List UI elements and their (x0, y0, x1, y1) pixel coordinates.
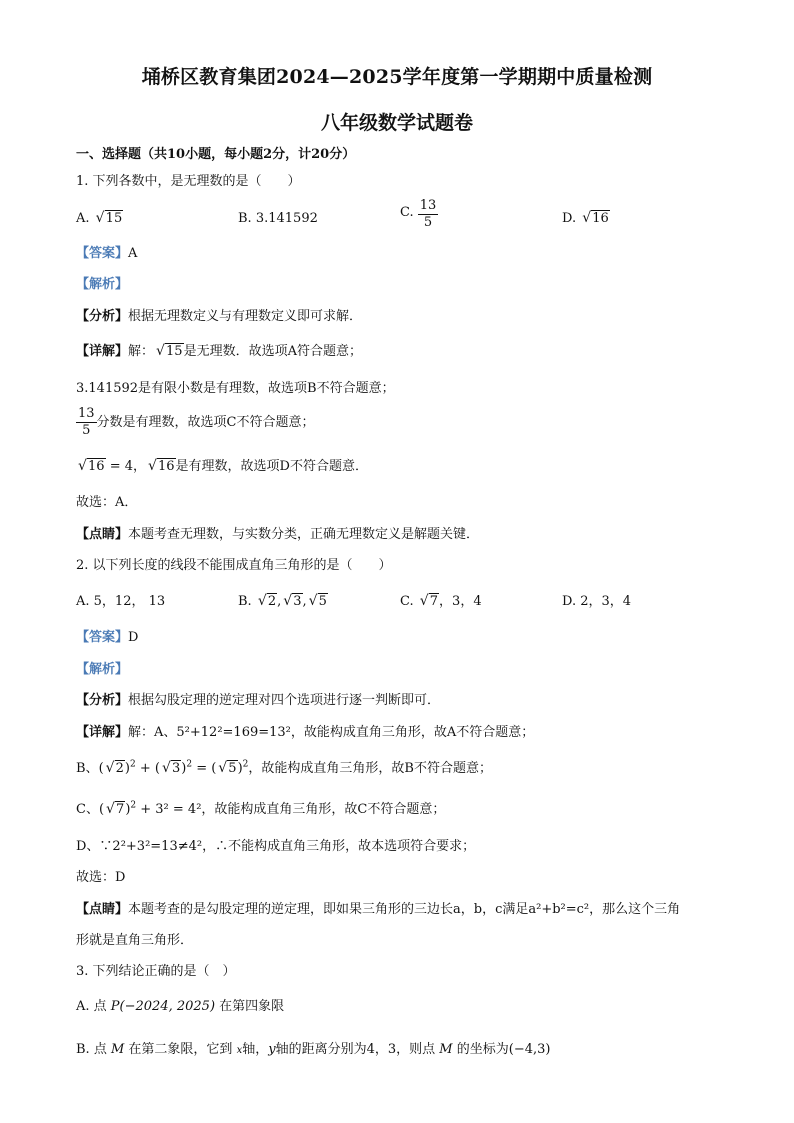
q1-detail-line3: $\frac{13}{5}$ 分数是有理数，故选项C不符合题意； (78, 406, 315, 438)
q3-option-b: B. 点 M 在第二象限，它到 x轴，y轴的距离分别为4，3，则点 M 的坐标为(−4,3) (76, 1042, 551, 1057)
q1-answer: 【答案】A (76, 246, 138, 261)
q2-comment-cont: 形就是直角三角形． (76, 933, 194, 948)
q1-comment: 【点睛】本题考查无理数，与实数分类，正确无理数定义是解题关键． (76, 527, 480, 542)
q2-detail-a: 【详解】解：A、5²+12²=169=13²，故能构成直角三角形，故A不符合题意； (76, 725, 535, 740)
q1-fenxi: 【分析】根据无理数定义与有理数定义即可求解． (76, 309, 363, 324)
q3-option-a: A. 点 P(−2024, 2025) 在第四象限 (76, 999, 285, 1014)
q1-detail: 【详解】解： √ 15是无理数．故选项A符合题意； (76, 343, 362, 361)
q1-option-a-label: A. (76, 211, 90, 226)
q2-stem: 2. 以下列长度的线段不能围成直角三角形的是（ ） (76, 558, 392, 573)
fraction: $\frac{13}{5}$ (78, 406, 95, 438)
q2-fenxi: 【分析】根据勾股定理的逆定理对四个选项进行逐一判断即可． (76, 693, 441, 708)
q1-option-b: B. 3.141592 (238, 211, 318, 226)
q1-option-c: C. $\frac{13}{5}$ (400, 198, 437, 230)
exam-subtitle: 八年级数学试题卷 (320, 112, 473, 134)
sqrt-symbol: √ 16 (582, 210, 610, 228)
sqrt-symbol: √ 15 (96, 210, 124, 228)
q2-choose: 故选：D (76, 870, 126, 885)
fraction: $\frac{13}{5}$ (419, 198, 437, 230)
q1-choose: 故选：A． (76, 495, 138, 510)
q2-option-c: C. √ 7，3，4 (400, 593, 482, 611)
q1-detail-line4: √ 16 = 4， √ 16是有理数，故选项D不符合题意． (76, 458, 368, 476)
q2-option-a: A. 5，12， 13 (76, 594, 166, 609)
q2-detail-c: C、( √ 7)$^2$ + 3² = 4²，故能构成直角三角形，故C不符合题意； (76, 801, 445, 819)
q3-stem: 3. 下列结论正确的是（ ） (76, 964, 236, 979)
q2-detail-d: D、∵2²+3²=13≠4²，∴不能构成直角三角形，故本选项符合要求； (76, 839, 476, 854)
q2-analysis-tag: 【解析】 (76, 662, 129, 677)
exam-title: 埇桥区教育集团2024—2025学年度第一学期期中质量检测 (141, 66, 653, 88)
q1-option-d: D. √ 16 (562, 210, 610, 228)
q2-detail-b: B、( √ 2)$^2$ + ( √ 3)$^2$ = ( √ 5)$^2$，故能构成直角三角形，故B不符合题意； (76, 760, 492, 778)
q2-comment: 【点睛】本题考查的是勾股定理的逆定理，即如果三角形的三边长a，b，c满足a²+b²=c²，那么这个三角 (76, 902, 681, 917)
section-heading: 一、选择题（共10小题，每小题2分，计20分） (76, 147, 356, 162)
q1-analysis-tag: 【解析】 (76, 277, 129, 292)
q2-option-d: D. 2，3，4 (562, 594, 632, 609)
q1-stem: 1. 下列各数中，是无理数的是（ ） (76, 174, 301, 189)
q1-detail-line2: 3.141592是有限小数是有理数，故选项B不符合题意； (76, 381, 395, 396)
q2-option-b: B. √ 2, √ 3, √ 5 (238, 593, 328, 611)
q2-answer: 【答案】D (76, 630, 139, 645)
q1-option-a (76, 210, 123, 228)
